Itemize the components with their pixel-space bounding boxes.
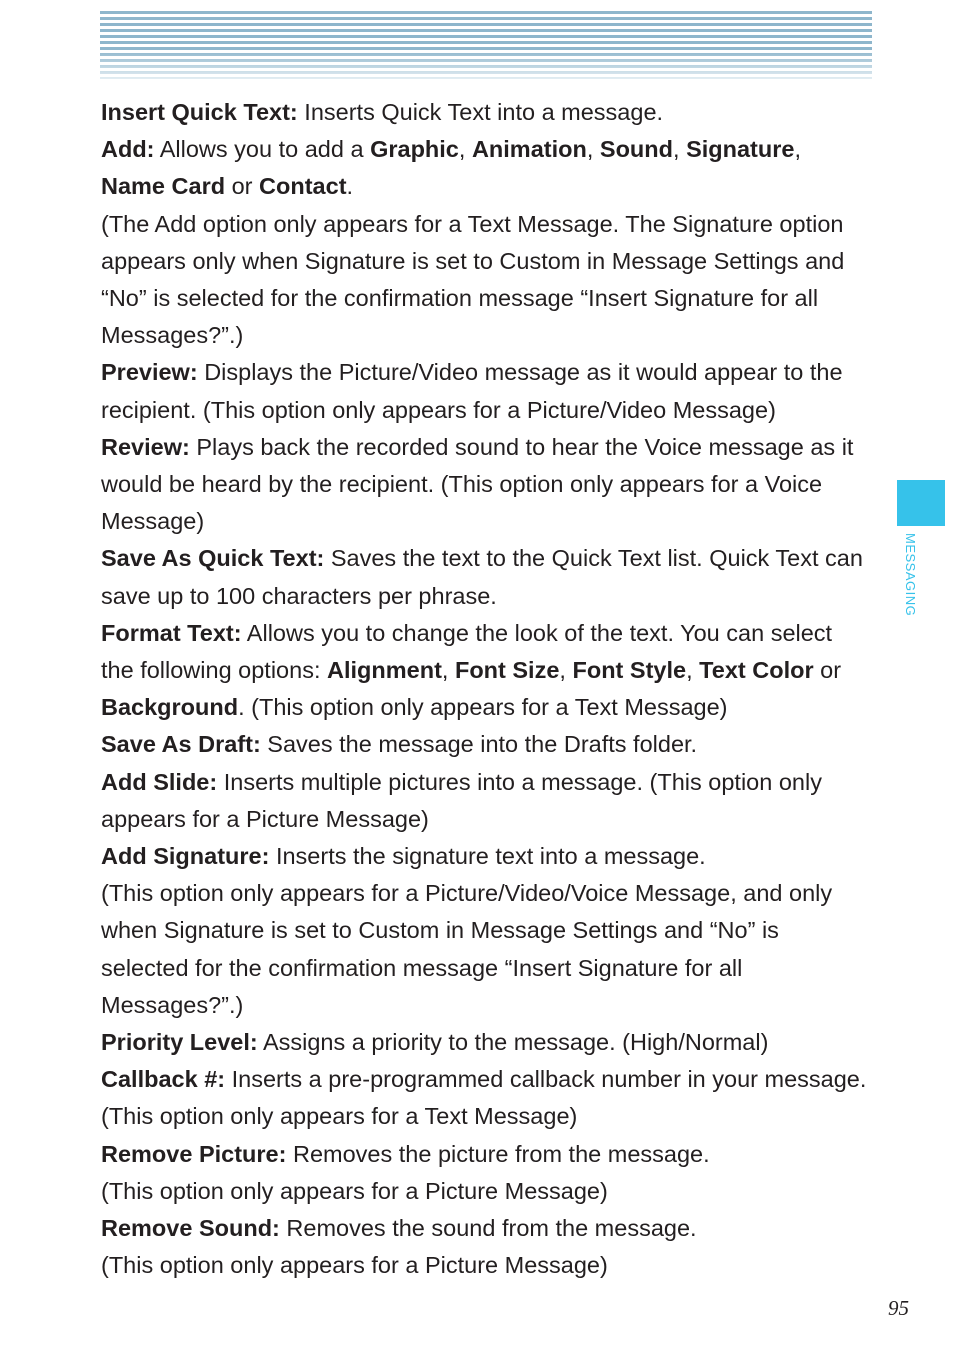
option-value: Alignment	[327, 657, 442, 684]
option-note: (The Add option only appears for a Text Message. The Signature option appears only when Signature is set to Custom in Message Settings and “No” is selected for the confirmation message “Insert Signature for all Messages?”.)	[101, 210, 845, 349]
option-description: Plays back the recorded sound to hear the Voice message as it would be heard by the recipient. (This option only appears for a Voice Message)	[101, 433, 854, 535]
option-save-as-draft	[101, 726, 871, 763]
option-description: Displays the Picture/Video message as it would appear to the recipient. (This option only appears for a Picture/Video Message)	[101, 359, 843, 423]
option-save-as-quick-text	[101, 540, 871, 614]
option-term: Format Text:	[101, 619, 242, 646]
option-add-slide	[101, 764, 871, 838]
option-description: Assigns a priority to the message. (High/Normal)	[257, 1029, 769, 1056]
option-term: Add Slide:	[101, 768, 218, 795]
option-value: Font Size	[454, 657, 560, 684]
option-description: Saves the text to the Quick Text list. Quick Text can save up to 100 characters per phrase.	[101, 545, 863, 609]
option-term: Add Signature:	[101, 843, 270, 870]
option-value: Animation	[471, 136, 587, 163]
separator: ,	[441, 657, 455, 684]
option-value: Name Card	[101, 173, 226, 200]
option-remove-sound	[101, 1210, 871, 1247]
option-term: Preview:	[101, 359, 198, 386]
option-value: Graphic	[370, 136, 459, 163]
option-insert-quick-text	[101, 94, 871, 131]
option-format-text	[101, 615, 871, 727]
section-tab-label: MESSAGING	[903, 533, 918, 617]
separator: .	[346, 173, 354, 200]
option-description: Allows you to change the look of the text. You can select the following options:	[101, 619, 833, 684]
option-term: Callback #:	[101, 1066, 226, 1093]
separator: ,	[673, 136, 687, 163]
option-priority-level	[101, 1024, 871, 1061]
separator: or	[225, 173, 260, 200]
option-description: Saves the message into the Drafts folder.	[260, 731, 698, 758]
option-note: (This option only appears for a Picture/Video/Voice Message, and only when Signature is set to Custom in Message Settings and “No” is selected for the confirmation message “Insert Signature for all Messages?”.)	[101, 880, 833, 1018]
separator: ,	[458, 136, 472, 163]
section-tab-marker	[897, 480, 945, 526]
separator: ,	[686, 657, 700, 684]
option-term: Remove Sound:	[101, 1215, 280, 1242]
option-note: (This option only appears for a Picture Message)	[101, 1177, 608, 1204]
option-term: Save As Draft:	[101, 731, 261, 758]
option-term: Add:	[101, 136, 155, 163]
option-add-signature	[101, 838, 871, 875]
option-description: Allows you to add a	[154, 136, 371, 163]
option-description: Removes the sound from the message.	[279, 1215, 697, 1242]
option-value: Contact	[259, 173, 347, 200]
option-value: Sound	[599, 136, 673, 163]
separator: or	[813, 657, 842, 684]
separator: ,	[794, 136, 801, 163]
option-note: (This option only appears for a Picture Message)	[101, 1252, 608, 1279]
option-review	[101, 429, 871, 541]
option-value: Font Style	[572, 657, 687, 684]
option-value: Background	[101, 694, 239, 721]
option-term: Review:	[101, 433, 190, 460]
option-description: Inserts Quick Text into a message.	[297, 99, 664, 125]
option-value: Text Color	[699, 657, 814, 684]
separator: . (This option only appears for a Text Message)	[238, 694, 728, 721]
separator: ,	[586, 136, 600, 163]
option-preview	[101, 354, 871, 428]
option-description: Inserts the signature text into a message.	[269, 843, 706, 870]
option-term: Priority Level:	[101, 1029, 258, 1056]
option-callback	[101, 1061, 871, 1135]
menu-options-list	[101, 94, 871, 1285]
option-add	[101, 131, 871, 205]
header-band	[100, 11, 872, 79]
separator: ,	[559, 657, 573, 684]
option-term: Remove Picture:	[101, 1140, 287, 1167]
option-term: Insert Quick Text:	[101, 99, 298, 125]
option-value: Signature	[686, 136, 795, 163]
page-number: 95	[888, 1296, 909, 1320]
option-term: Save As Quick Text:	[101, 545, 325, 572]
option-description: Removes the picture from the message.	[286, 1140, 710, 1167]
option-description: Inserts multiple pictures into a message. (This option only appears for a Picture Message)	[101, 768, 822, 832]
option-remove-picture	[101, 1136, 871, 1173]
option-description: Inserts a pre-programmed callback number in your message. (This option only appears for a Text Message)	[101, 1066, 867, 1130]
